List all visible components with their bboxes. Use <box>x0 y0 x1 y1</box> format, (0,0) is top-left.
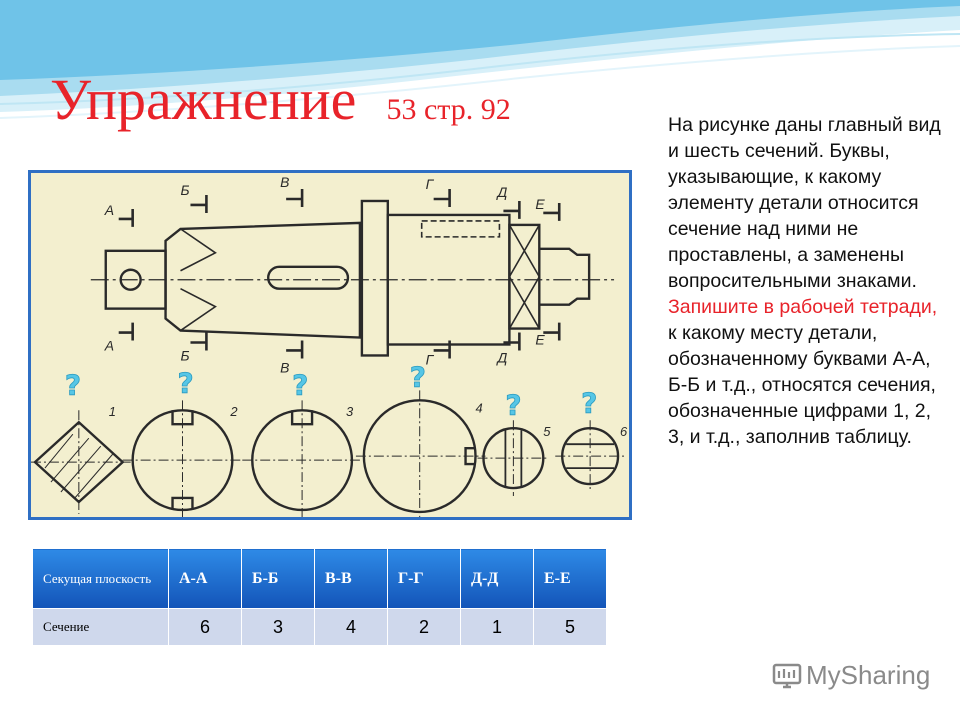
letter-b-bottom: Б <box>180 347 190 364</box>
section-number-1: 1 <box>108 404 116 420</box>
letter-b-top: Б <box>180 182 190 199</box>
section-number-6: 6 <box>620 424 628 440</box>
table-cell: 4 <box>315 609 388 646</box>
threaded-end <box>539 249 589 305</box>
page-title <box>50 66 511 133</box>
table-header-cell: Е-Е <box>534 549 607 609</box>
task-paragraph-2: к какому месту детали, обозначенному буквами А-А, Б-Б и т.д., относятся сечения, обозначенные цифрами 1, 2, 3, и т.д., заполнив таблицу. <box>668 322 936 448</box>
section-number-4: 4 <box>475 400 483 416</box>
monitor-logo-icon <box>772 661 802 691</box>
letter-v-bottom: В <box>280 359 290 376</box>
table-header-cell: Секущая плоскость <box>33 549 169 609</box>
letter-g-top: Г <box>425 176 434 193</box>
letter-v-top: В <box>280 174 290 191</box>
question-mark-4: ? <box>409 360 426 394</box>
section-number-3: 3 <box>345 404 354 420</box>
section-5 <box>478 420 550 496</box>
title-page-ref: 53 стр. 92 <box>386 93 511 126</box>
question-mark-1: ? <box>64 368 82 402</box>
section-1 <box>31 410 131 514</box>
letter-d-bottom: Д <box>497 349 508 366</box>
task-instruction-highlight: Запишите в рабочей тетради, <box>668 296 938 318</box>
table-header-cell: Б-Б <box>242 549 315 609</box>
section-number-5: 5 <box>543 424 551 440</box>
table-header-cell: А-А <box>169 549 242 609</box>
task-description <box>668 112 948 450</box>
mysharing-logo <box>772 660 930 691</box>
table-header-row <box>33 549 607 609</box>
table-header-cell: В-В <box>315 549 388 609</box>
shaft-flange <box>362 201 388 355</box>
table-cell: 6 <box>169 609 242 646</box>
table-header-cell: Г-Г <box>388 549 461 609</box>
section-3 <box>242 400 362 517</box>
letter-e-top: Е <box>535 195 545 212</box>
question-mark-2: ? <box>177 366 194 400</box>
logo-text: MySharing <box>806 660 931 690</box>
table-header-cell: Д-Д <box>461 549 534 609</box>
letter-e-bottom: Е <box>535 331 545 348</box>
technical-drawing <box>28 170 632 520</box>
task-paragraph-1: На рисунке даны главный вид и шесть сечений. Буквы, указывающие, к какому элементу детали относится сечение над ними не проставлены, а заменены вопросительными знаками. <box>668 114 941 292</box>
letter-a-top: А <box>104 201 115 218</box>
hex-nut-section <box>509 225 539 329</box>
title-main: Упражнение <box>50 67 357 132</box>
table-row <box>33 609 607 646</box>
letter-d-top: Д <box>497 183 508 200</box>
section-6 <box>555 420 625 492</box>
table-cell: 1 <box>461 609 534 646</box>
table-cell: 3 <box>242 609 315 646</box>
section-4 <box>356 390 486 517</box>
keyway-slot <box>268 267 348 289</box>
drawing-svg <box>31 173 629 517</box>
section-number-2: 2 <box>230 404 238 420</box>
section-2 <box>123 400 243 517</box>
letter-g-bottom: Г <box>425 351 434 368</box>
table-cell: 5 <box>534 609 607 646</box>
question-mark-6: ? <box>581 386 598 420</box>
question-mark-3: ? <box>292 368 309 402</box>
letter-a-bottom: А <box>104 337 115 354</box>
question-mark-5: ? <box>505 388 522 422</box>
answer-table <box>32 548 607 646</box>
table-cell: 2 <box>388 609 461 646</box>
table-cell: Сечение <box>33 609 169 646</box>
